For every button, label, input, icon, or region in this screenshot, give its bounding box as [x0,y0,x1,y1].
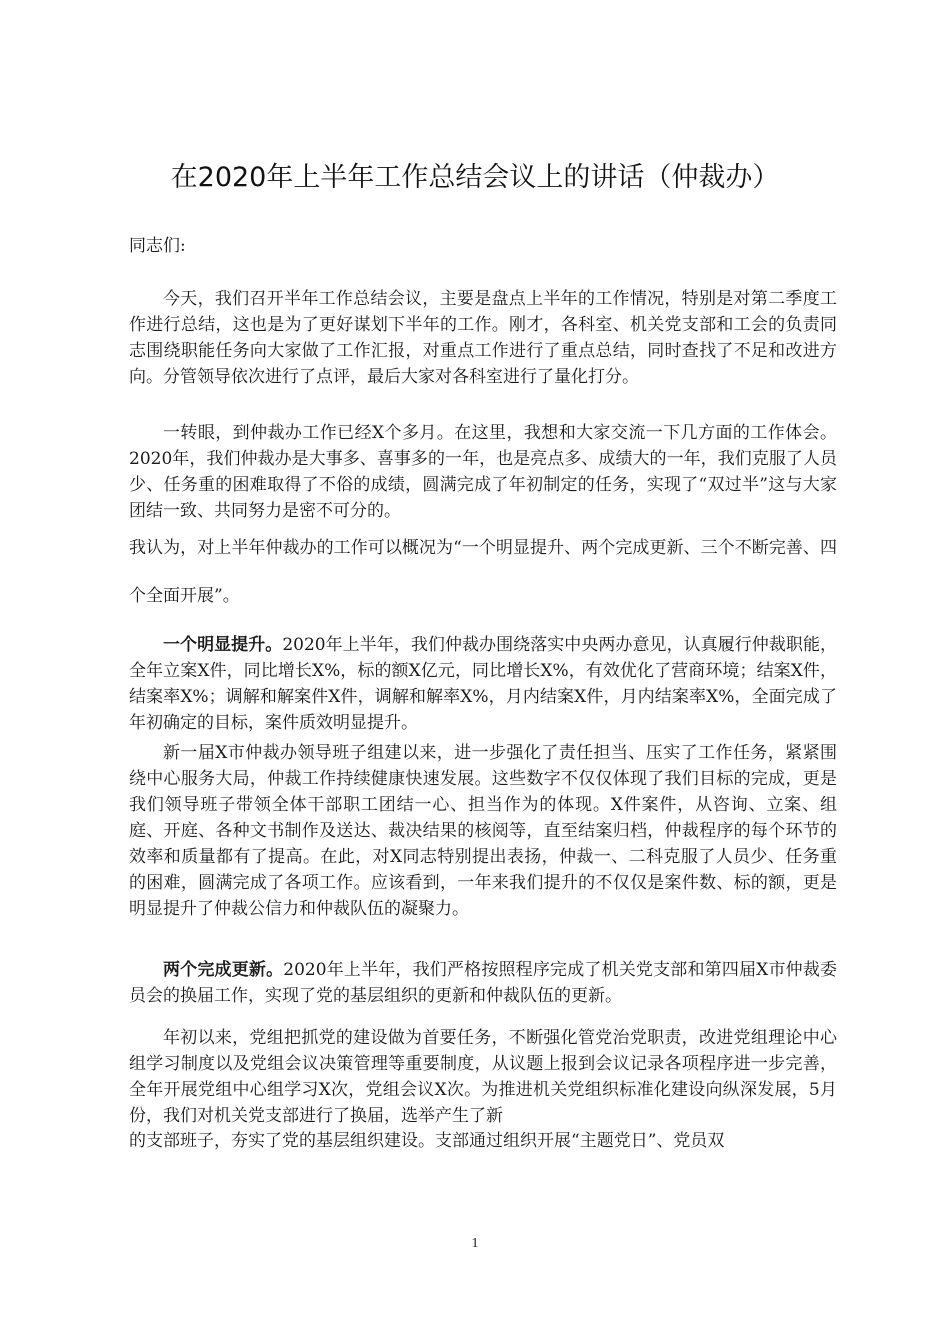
paragraph-3 [129,524,837,620]
paragraph-text: 今天，我们召开半年工作总结会议，主要是盘点上半年的工作情况，特别是对第二季度工作进行总结，这也是为了更好谋划下半年的工作。刚才，各科室、机关党支部和工会的负责同志围绕职能任务向大家做了工作汇报，对重点工作进行了重点总结，同时查找了不足和改进方向。分管领导依次进行了点评，最后大家对各科室进行了量化打分。 [129,289,837,387]
paragraph-text: 新一届X市仲裁办领导班子组建以来，进一步强化了责任担当、压实了工作任务，紧紧围绕中心服务大局，仲裁工作持续健康快速发展。这些数字不仅仅体现了我们目标的完成，更是我们领导班子带领全体干部职工团结一心、担当作为的体现。X件案件，从咨询、立案、组庭、开庭、各种文书制作及送达、裁决结果的核阅等，直至结案归档，仲裁程序的每个环节的效率和质量都有了提高。在此，对X同志特别提出表扬，仲裁一、二科克服了人员少、任务重的困难，圆满完成了各项工作。应该看到，一年来我们提升的不仅仅是案件数、标的额，更是明显提升了仲裁公信力和仲裁队伍的凝聚力。 [129,743,837,919]
paragraph-text: 2020年上半年，我们严格按照程序完成了机关党支部和第四届X市仲裁委员会的换届工作，实现了党的基层组织的更新和仲裁队伍的更新。 [129,960,838,1006]
paragraph-text: 一转眼，到仲裁办工作已经X个多月。在这里，我想和大家交流一下几方面的工作体会。2020年，我们仲裁办是大事多、喜事多的一年，也是亮点多、成绩大的一年，我们克服了人员少、任务重的困难取得了不俗的成绩，圆满完成了年初制定的任务，实现了“双过半”这与大家团结一致、共同努力是密不可分的。 [129,423,837,521]
paragraph-lead: 两个完成更新。 [163,960,284,980]
document-title: 在2020年上半年工作总结会议上的讲话（仲裁办） [170,162,780,193]
paragraph-lead: 一个明显提升。 [163,635,283,655]
paragraph-text: 2020年上半年，我们仲裁办围绕落实中央两办意见，认真履行仲裁职能，全年立案X件，同比增长X%，标的额X亿元，同比增长X%，有效优化了营商环境；结案X件，结案率X%；调解和解案件X件，调解和解率X%，月内结案X件，月内结案率X%，全面完成了年初确定的目标，案件质效明显提升。 [129,635,837,733]
paragraph-5 [129,740,837,922]
paragraph-text: 我认为，对上半年仲裁办的工作可以概况为“一个明显提升、两个完成更新、三个不断完善、四个全面开展”。 [129,538,837,606]
paragraph-6 [129,957,837,1009]
page-number: 1 [471,1236,479,1251]
salutation: 同志们: [129,236,186,256]
paragraph-4 [129,632,837,736]
paragraph-text: 年初以来，党组把抓党的建设做为首要任务，不断强化管党治党职责，改进党组理论中心组学习制度以及党组会议决策管理等重要制度，从议题上报到会议记录各项程序进一步完善，全年开展党组中心组学习X次，党组会议X次。为推进机关党组织标准化建设向纵深发展，5月份，我们对机关党支部进行了换届，选举产生了新 [129,1028,837,1126]
paragraph-2 [129,420,837,524]
paragraph-text: 的支部班子，夯实了党的基层组织建设。支部通过组织开展“主题党日”、党员双 [129,1131,725,1151]
paragraph-7 [129,1025,837,1129]
paragraph-1 [129,286,837,390]
paragraph-8 [129,1128,837,1154]
